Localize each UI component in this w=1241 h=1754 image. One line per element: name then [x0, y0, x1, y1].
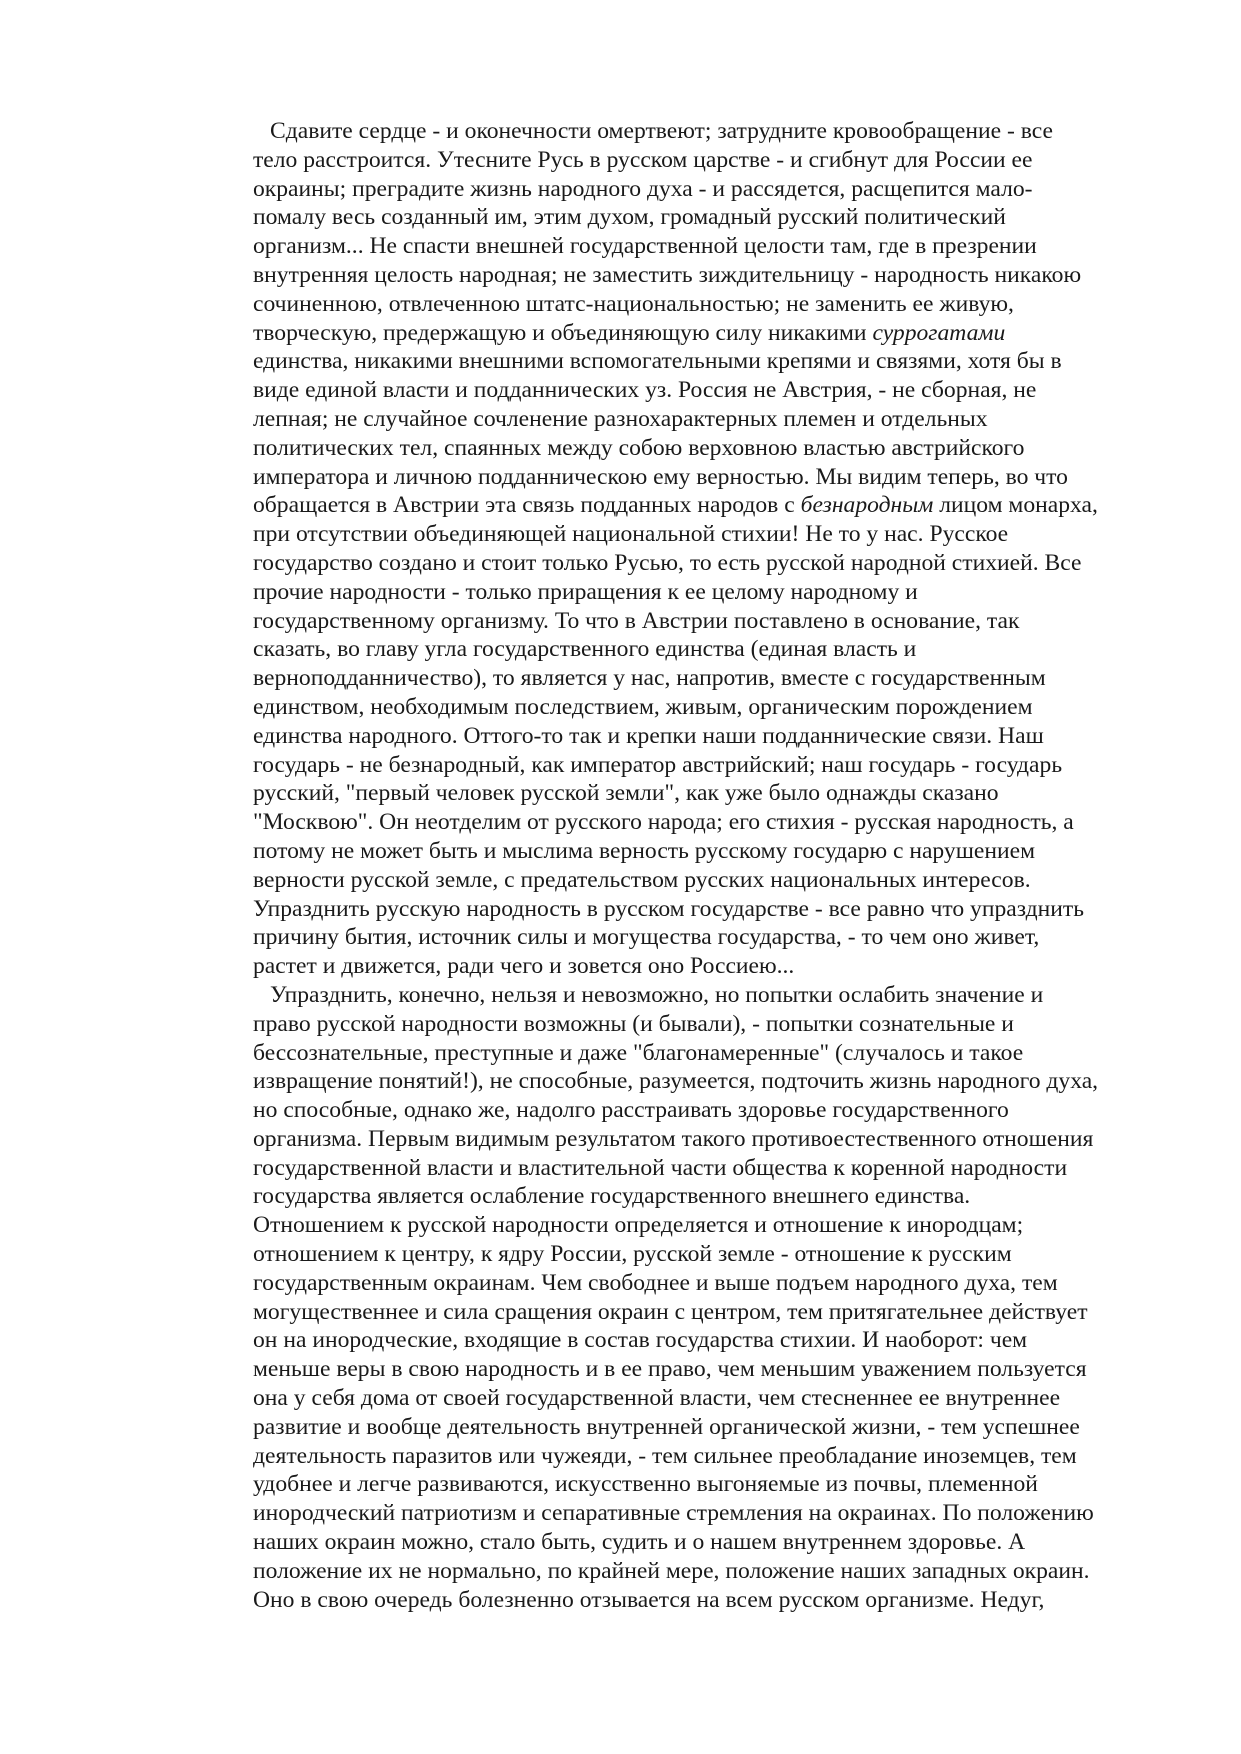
text-line: она у себя дома от своей государственной власти, чем стесненнее ее внутреннее [253, 1385, 1061, 1412]
text-line: единства народного. Оттого-то так и крепки наши подданнические связи. Наш [253, 722, 1044, 749]
text-line: развитие и вообще деятельность внутренней органической жизни, - тем успешнее [253, 1413, 1080, 1440]
text-line: единства, никакими внешними вспомогательными крепями и связями, хотя бы в [253, 348, 1062, 375]
text-line [253, 319, 1163, 348]
text-line: внутренняя целость народная; не заместить зиждительницу - народность никакою [253, 261, 1082, 288]
text-line: политических тел, спаянных между собою верховною властью австрийского [253, 434, 1025, 461]
text-line: удобнее и легче развиваются, искусственно выгоняемые из почвы, племенной [253, 1471, 1038, 1498]
text-line: Сдавите сердце - и оконечности омертвеют; затрудните кровообращение - все [270, 118, 1053, 144]
text-line: Упразднить, конечно, нельзя и невозможно, но попытки ослабить значение и [270, 981, 1044, 1008]
text-line: русский, "первый человек русской земли", как уже было однажды сказано [253, 780, 999, 807]
text-line: организм... Не спасти внешней государственной целости там, где в презрении [253, 233, 1037, 260]
text-line: государственному организму. То что в Австрии поставлено в основание, так [253, 607, 1020, 634]
text-line: растет и движется, ради чего и зовется оно Россиею... [253, 953, 795, 980]
italic-word: безнародным [800, 492, 934, 519]
text-line: верноподданничество), то является у нас, напротив, вместе с государственным [253, 665, 1046, 692]
text-line: государственной власти и властительной части общества к коренной народности [253, 1154, 1068, 1181]
text-line: Упразднить русскую народность в русском государстве - все равно что упразднить [253, 895, 1084, 922]
text-line: он на инородческие, входящие в состав государства стихии. И наоборот: чем [253, 1327, 1028, 1354]
text-line: окраины; преградите жизнь народного духа - и рассядется, расщепится мало- [253, 175, 1033, 202]
text-segment: творческую, предержащую и объединяющую силу никакими [253, 319, 867, 346]
text-line: государства является ослабление государственного внешнего единства. [253, 1183, 971, 1210]
text-line: виде единой власти и подданнических уз. Россия не Австрия, - не сборная, не [253, 377, 1037, 404]
text-line: меньше веры в свою народность и в ее право, чем меньшим уважением пользуется [253, 1356, 1087, 1383]
text-line: наших окраин можно, стало быть, судить и о нашем внутреннем здоровье. А [253, 1529, 1026, 1556]
text-line: помалу весь созданный им, этим духом, громадный русский политический [253, 204, 1006, 231]
text-line: "Москвою". Он неотделим от русского народа; его стихия - русская народность, а [253, 809, 1074, 836]
text-line: сказать, во главу угла государственного единства (единая власть и [253, 636, 917, 663]
text-segment: обращается в Австрии эта связь подданных народов с [253, 492, 795, 519]
text-line: верности русской земле, с предательством русских национальных интересов. [253, 866, 1031, 893]
text-line: Отношением к русской народности определяется и отношение к инородцам; [253, 1212, 1024, 1239]
text-line: лепная; не случайное сочленение разнохарактерных племен и отдельных [253, 405, 988, 432]
text-line: Оно в свою очередь болезненно отзывается на всем русском организме. Недуг, [253, 1586, 1045, 1613]
text-line: при отсутствии объединяющей национальной стихии! Не то у нас. Русское [253, 521, 1009, 548]
text-line: императора и личною подданническою ему верностью. Мы видим теперь, во что [253, 463, 1068, 490]
text-line: государство создано и стоит только Русью, то есть русской народной стихией. Все [253, 549, 1082, 576]
text-line: инородческий патриотизм и сепаративные стремления на окраинах. По положению [253, 1500, 1094, 1527]
text-line: могущественнее и сила сращения окраин с центром, тем притягательнее действует [253, 1298, 1088, 1325]
text-line: единством, необходимым последствием, живым, органическим порождением [253, 693, 1033, 720]
text-line: государь - не безнародный, как император австрийский; наш государь - государь [253, 751, 1063, 778]
text-line: причину бытия, источник силы и могущества государства, - то чем оно живет, [253, 924, 1040, 951]
text-line: отношением к центру, к ядру России, русской земле - отношение к русским [253, 1241, 1012, 1268]
text-line: бессознательные, преступные и даже "благонамеренные" (случалось и такое [253, 1039, 1024, 1066]
text-segment: лицом монарха, [933, 492, 1098, 519]
text-line: прочие народности - только приращения к ее целому народному и [253, 578, 918, 605]
text-line [253, 491, 1163, 520]
text-line: организма. Первым видимым результатом такого противоестественного отношения [253, 1125, 1094, 1152]
text-line: тело расстроится. Утесните Русь в русском царстве - и сгибнут для России ее [253, 146, 1033, 173]
text-line: потому не может быть и мыслима верность русскому государю с нарушением [253, 837, 1036, 864]
text-line: право русской народности возможны (и бывали), - попытки сознательные и [253, 1010, 1014, 1037]
document-text [253, 117, 1163, 1614]
italic-word: суррогатами [872, 319, 1006, 346]
text-line: государственным окраинам. Чем свободнее и выше подъем народного духа, тем [253, 1269, 1058, 1296]
text-line: деятельность паразитов или чужеяди, - тем сильнее преобладание иноземцев, тем [253, 1442, 1077, 1469]
text-line: извращение понятий!), не способные, разумеется, подточить жизнь народного духа, [253, 1068, 1099, 1095]
text-line: положение их не нормально, по крайней мере, положение наших западных окраин. [253, 1557, 1090, 1584]
text-line: но способные, однако же, надолго расстраивать здоровье государственного [253, 1097, 1009, 1124]
text-line: сочиненною, отвлеченною штатс-национальностью; не заменить ее живую, [253, 290, 1014, 317]
